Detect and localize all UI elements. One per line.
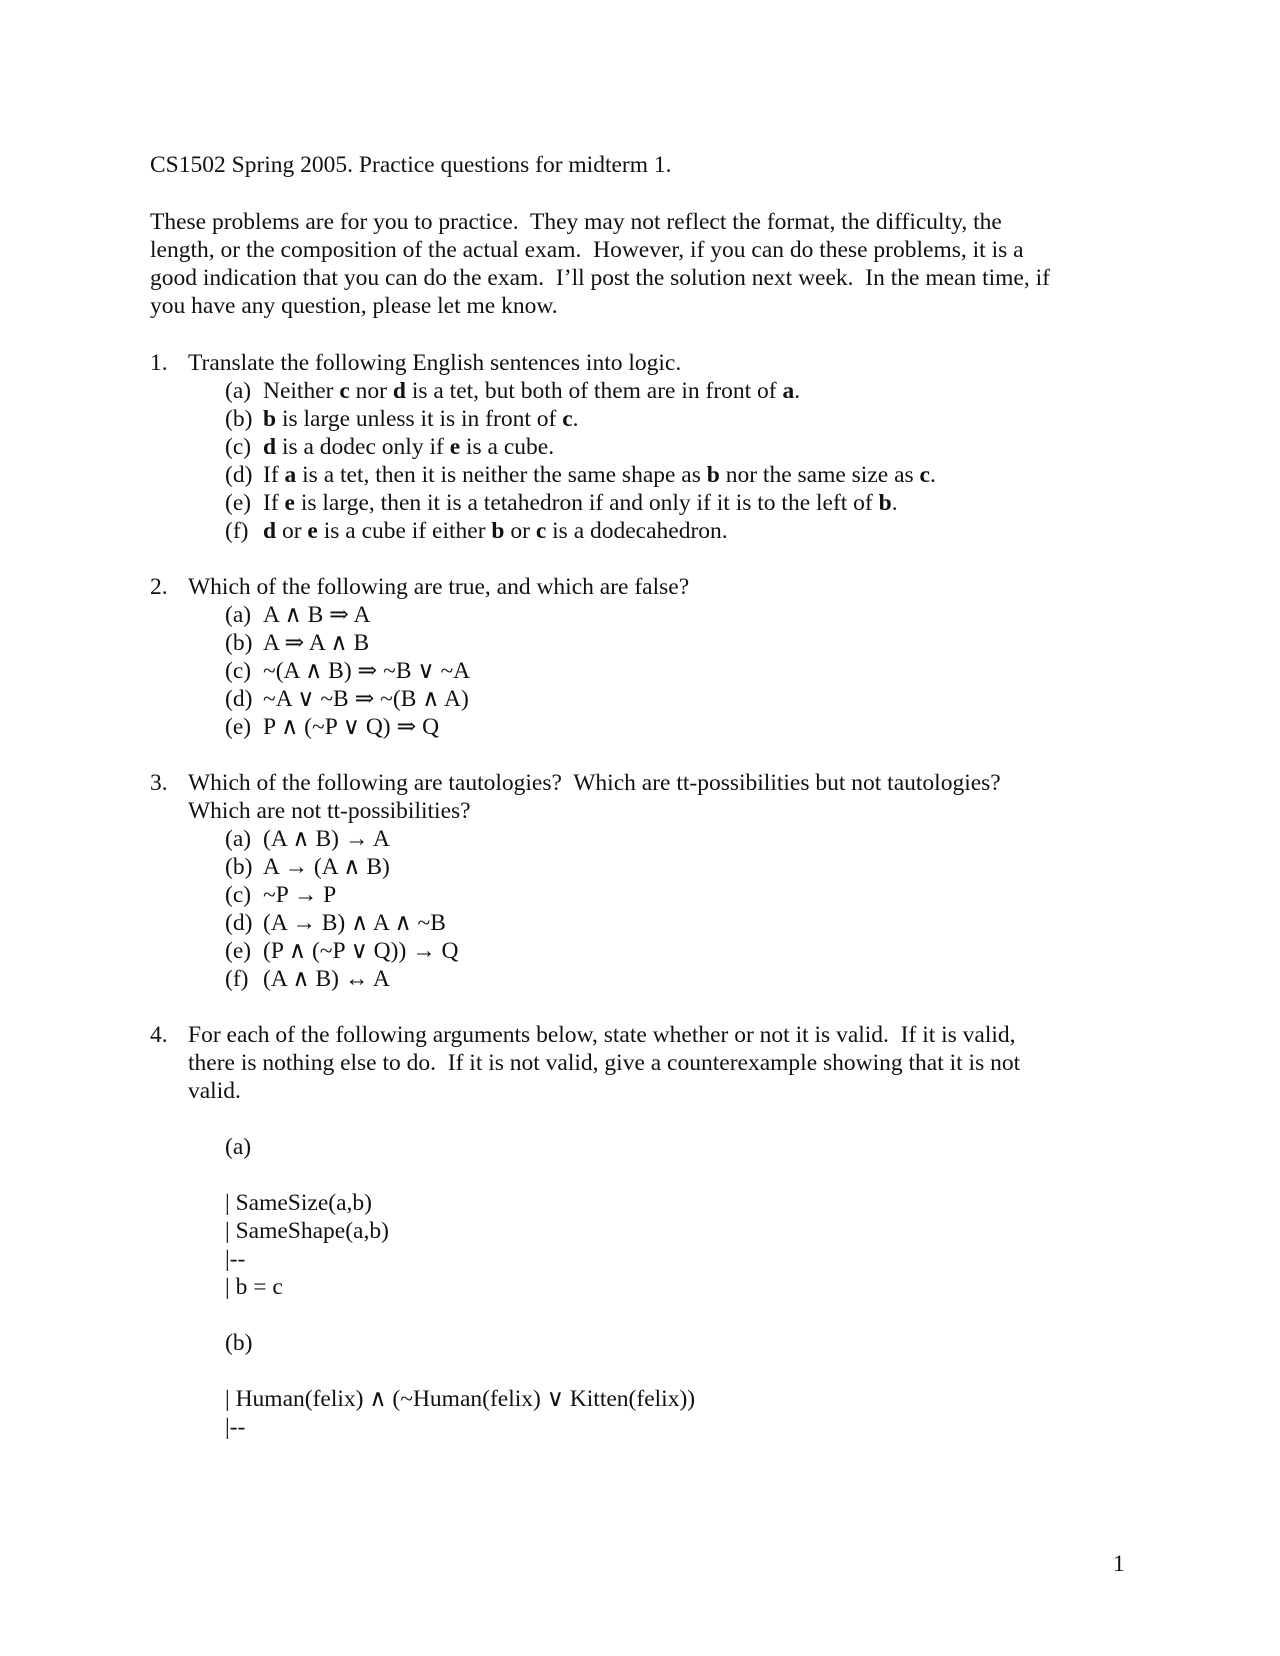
intro-line-2: length, or the composition of the actual exam. However, if you can do these problems, it is a <box>150 237 1024 263</box>
q1-number: 1. <box>150 350 168 376</box>
q4-arg-a-conclusion: | b = c <box>225 1274 283 1300</box>
q3-item-c: (c) ~P → P <box>225 882 337 908</box>
q3-item-f: (f) (A ∧ B) ↔ A <box>225 966 390 992</box>
q1-item-c-label: (c) <box>225 434 252 460</box>
intro-line-4: you have any question, please let me know. <box>150 293 558 319</box>
document-title: CS1502 Spring 2005. Practice questions for midterm 1. <box>150 152 672 178</box>
q4-text-line-3: valid. <box>188 1078 241 1104</box>
q2-item-e: (e) P ∧ (~P ∨ Q) ⇒ Q <box>225 714 440 740</box>
q2-item-d: (d) ~A ∨ ~B ⇒ ~(B ∧ A) <box>225 686 469 712</box>
q4-number: 4. <box>150 1022 168 1048</box>
q3-item-a: (a) (A ∧ B) → A <box>225 826 390 852</box>
q4-arg-a-label: (a) <box>225 1134 252 1160</box>
q1-item-a-label: (a) <box>225 378 252 404</box>
q4-arg-b-label: (b) <box>225 1330 253 1356</box>
q1-item-f-label: (f) <box>225 518 249 544</box>
q3-item-b: (b) A → (A ∧ B) <box>225 854 390 880</box>
q1-item-c: (c) d is a dodec only if e is a cube. <box>225 434 555 460</box>
q4-text-line-2: there is nothing else to do. If it is not valid, give a counterexample showing that it is not <box>188 1050 1021 1076</box>
q1-item-b-label: (b) <box>225 406 253 432</box>
q2-item-b: (b) A ⇒ A ∧ B <box>225 630 370 656</box>
q1-item-b: (b) b is large unless it is in front of c. <box>225 406 579 432</box>
q1-item-e-label: (e) <box>225 490 252 516</box>
q2-text: Which of the following are true, and which are false? <box>188 574 690 600</box>
q2-item-c: (c) ~(A ∧ B) ⇒ ~B ∨ ~A <box>225 658 471 684</box>
q3-text-line-2: Which are not tt-possibilities? <box>188 798 471 824</box>
q1-item-f: (f) d or e is a cube if either b or c is a dodecahedron. <box>225 518 728 544</box>
q3-text-line-1: Which of the following are tautologies? Which are tt-possibilities but not tautologies? <box>188 770 1001 796</box>
q4-text-line-1: For each of the following arguments below, state whether or not it is valid. If it is valid, <box>188 1022 1016 1048</box>
page-number: 1 <box>1113 1551 1125 1577</box>
q3-number: 3. <box>150 770 168 796</box>
q1-item-d: (d) If a is a tet, then it is neither the same shape as b nor the same size as c. <box>225 462 936 488</box>
intro-line-1: These problems are for you to practice. They may not reflect the format, the difficulty, the <box>150 209 1002 235</box>
q4-arg-b-fitch-bar: |-- <box>225 1414 246 1440</box>
q1-item-e: (e) If e is large, then it is a tetahedron if and only if it is to the left of b. <box>225 490 898 516</box>
q4-arg-a-premise-2: | SameShape(a,b) <box>225 1218 389 1244</box>
q2-item-a: (a) A ∧ B ⇒ A <box>225 602 371 628</box>
intro-line-3: good indication that you can do the exam. I’ll post the solution next week. In the mean time, if <box>150 265 1050 291</box>
q4-arg-b-premise-1: | Human(felix) ∧ (~Human(felix) ∨ Kitten(felix)) <box>225 1386 696 1412</box>
q1-item-d-label: (d) <box>225 462 253 488</box>
q1-text: Translate the following English sentences into logic. <box>188 350 682 376</box>
q3-item-e: (e) (P ∧ (~P ∨ Q)) → Q <box>225 938 459 964</box>
q3-item-d: (d) (A → B) ∧ A ∧ ~B <box>225 910 446 936</box>
q4-arg-a-fitch-bar: |-- <box>225 1246 246 1272</box>
q2-number: 2. <box>150 574 168 600</box>
q4-arg-a-premise-1: | SameSize(a,b) <box>225 1190 372 1216</box>
q1-item-a: (a) Neither c nor d is a tet, but both of them are in front of a. <box>225 378 801 404</box>
